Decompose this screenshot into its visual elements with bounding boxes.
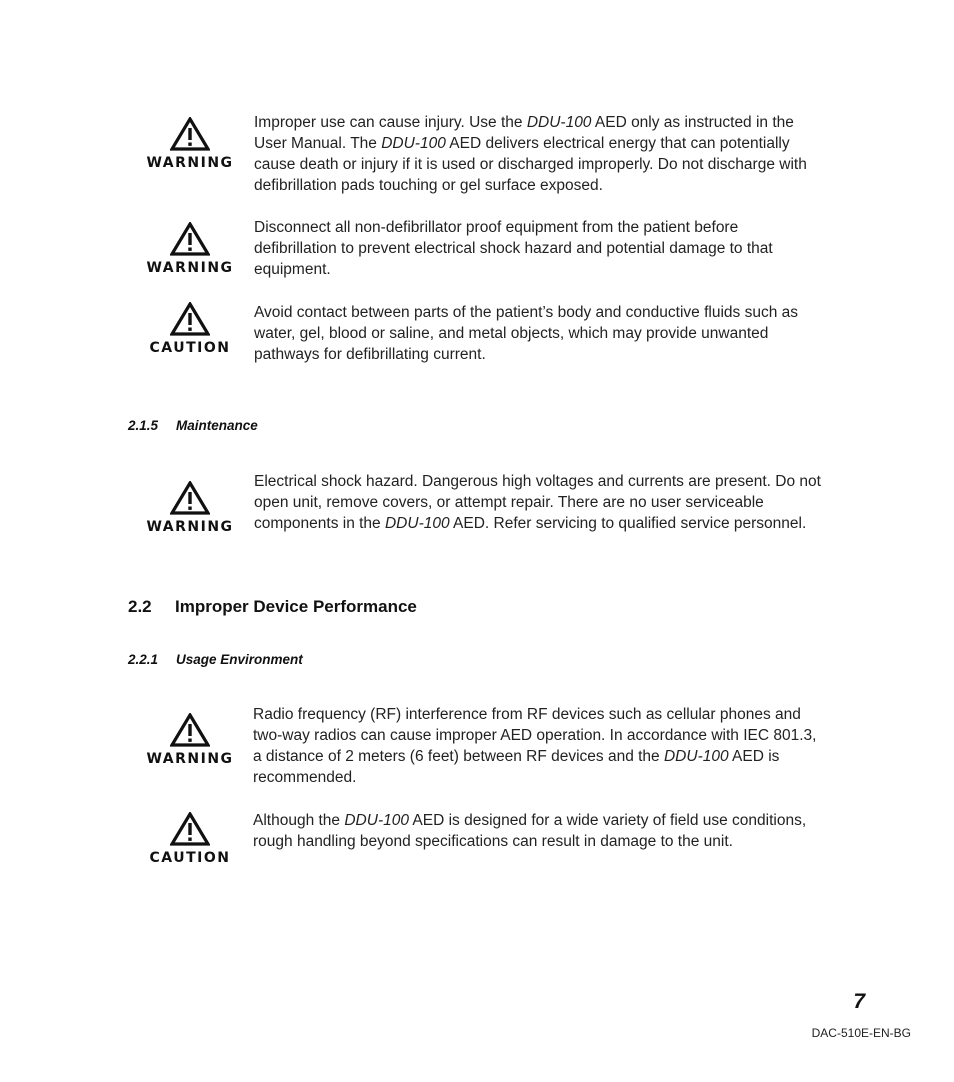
notice-text: Disconnect all non-defibrillator proof equipment from the patient before defibrillation to prevent electrical shock hazard and potential damage to that equipment. <box>254 219 773 278</box>
signal-word: WARNING <box>146 751 234 767</box>
signal-word: WARNING <box>146 519 234 535</box>
warning-triangle-icon <box>170 481 210 515</box>
notice-text: Improper use can cause injury. Use the DDU-100 AED only as instructed in the User Manual. The DDU-100 AED delivers electrical energy that can potentially cause death or injury if it is used or discharged improperly. Do not discharge with defibrillation pads touching or gel surface exposed. <box>254 114 807 194</box>
page-number: 7 <box>853 990 865 1013</box>
notice-text: Electrical shock hazard. Dangerous high voltages and currents are present. Do not open unit, remove covers, or attempt repair. There are no user serviceable components in the DDU-100 AED. Refer servicing to qualified service personnel. <box>254 473 821 532</box>
notice-text: Although the DDU-100 AED is designed for a wide variety of field use conditions, rough handling beyond specifications can result in damage to the unit. <box>253 812 807 850</box>
notice-text: Radio frequency (RF) interference from RF devices such as cellular phones and two-way radios can cause improper AED operation. In accordance with IEC 801.3, a distance of 2 meters (6 feet) between RF devices and the DDU-100 AED is recommended. <box>253 706 817 786</box>
caution-triangle-icon <box>170 812 210 846</box>
subsection-heading-maintenance: 2.1.5 Maintenance <box>128 418 258 433</box>
warning-triangle-icon <box>170 222 210 256</box>
document-code: DAC-510E-EN-BG <box>811 1026 911 1040</box>
section-heading-improper-device-performance: 2.2 Improper Device Performance <box>128 597 417 616</box>
caution-triangle-icon <box>170 302 210 336</box>
warning-triangle-icon <box>170 117 210 151</box>
signal-word: WARNING <box>146 155 234 171</box>
signal-word: WARNING <box>146 260 234 276</box>
subsection-heading-usage-environment: 2.2.1 Usage Environment <box>128 652 303 667</box>
signal-word: CAUTION <box>149 340 231 356</box>
signal-word: CAUTION <box>149 850 231 866</box>
notice-text: Avoid contact between parts of the patient’s body and conductive fluids such as water, gel, blood or saline, and metal objects, which may provide unwanted pathways for defibrillating current. <box>254 304 798 363</box>
warning-triangle-icon <box>170 713 210 747</box>
